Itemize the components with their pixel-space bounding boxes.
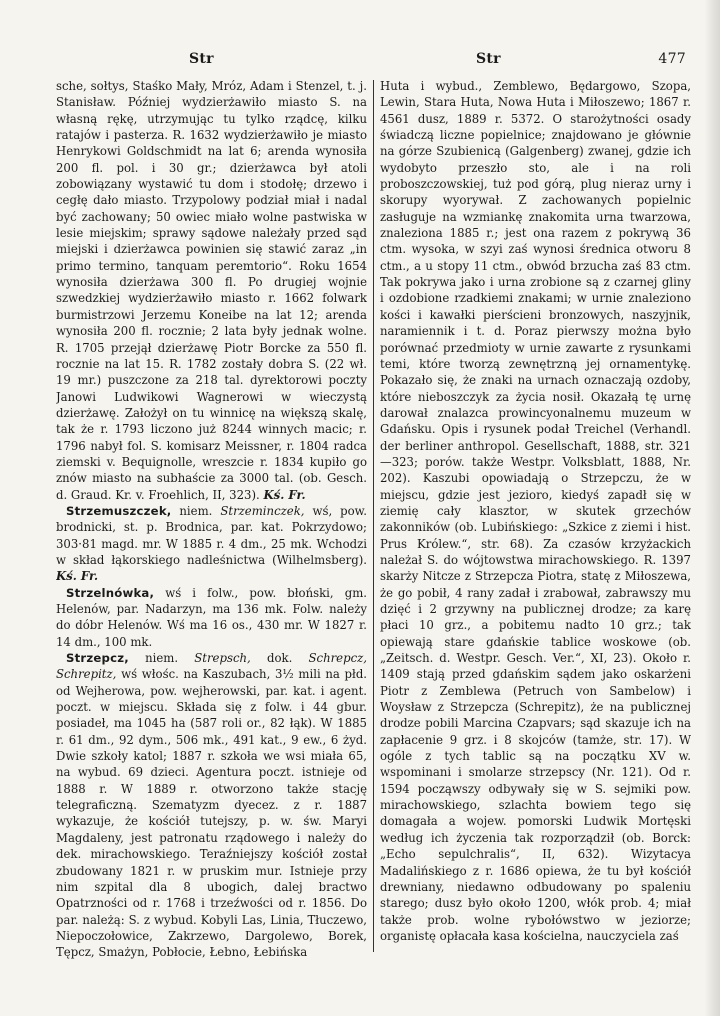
entry-headword: Strzepcz, (66, 651, 129, 666)
left-column (56, 78, 373, 961)
entry-strzemuszczek (56, 503, 367, 585)
continued-entry-paragraph (56, 78, 367, 503)
entry-text: sche, sołtys, Staśko Mały, Mróz, Adam i Stenzel, t. j. Stanisław. Później wydzierżawiło miasto S. na własną rękę, utrzymując tu tylko rządcę, kilku ratajów i pasterza. R. 1632 wydzierżawiło je miasto Henrykowi Goldschmidt na lat 6; arenda wynosiła 200 fl. pol. i 30 gr.; dzierżawca był atoli zobowiązany wystawić tu dom i stodołę; drzewo i cegłę dało miasto. Trzypolowy podział miał i nadal być zachowany; 50 owiec miało wolne pastwiska w lesie miejskim; sprawy sądowe należały przed sąd miejski i dzierżawca powinien się stawić zaraz „in primo termino, tanquam peremtorio“. Roku 1654 wynosiła dzierżawa 300 fl. Po drugiej wojnie szwedzkiej wydzierżawiło miasto r. 1662 folwark burmistrzowi Jerzemu Koneibe na lat 12; arenda wynosiła 200 fl. rocznie; 2 lata były jednak wolne. R. 1705 przejął dzierżawę Piotr Borcke za 550 fl. rocznie na lat 15. R. 1782 zostały dobra S. (22 wł. 19 mr.) puszczone za 218 tal. dyrektorowi poczty Janowi Ludwikowi Wagnerowi w wieczystą dzierżawę. Założył on tu winnicę na większą skalę, tak że r. 1793 liczono już 8244 winnych macic; r. 1796 nabył fol. S. komisarz Meissner, r. 1804 radca ziemski v. Bequignolle, wreszcie r. 1834 kupiło go znów miasto na subhaście za 3000 tal. (ob. Gesch. d. Graud. Kr. v. Froehlich, II, 323). (56, 79, 367, 502)
german-name: Strepsch, (194, 651, 251, 666)
entry-author: Kś. Fr. (56, 569, 99, 584)
two-column-body (56, 78, 692, 961)
entry-strzelnowka (56, 585, 367, 650)
left-running-head: Str (189, 51, 214, 67)
entry-headword: Strzemuszczek, (66, 503, 172, 518)
center-running-head: Str (476, 51, 501, 67)
entry-author: Kś. Fr. (263, 487, 306, 502)
entry-text: wś włośc. na Kaszubach, 3½ mili na płd. od Wejherowa, pow. wejherowski, par. kat. i agent. poczt. w miejscu. Składa się z folw. i 44 gbur. posiadeł, ma 1045 ha (587 roli or., 82 łąk). W 1885 r. 61 dm., 92 dym., 506 mk., 491 kat., 9 ew., 6 żyd. Dwie szkoły katol; 1887 r. szkoła we wsi miała 65, na wybud. 69 dzieci. Agentura poczt. istnieje od 1888 r. W 1889 r. otworzono także stację telegraficzną. Szematyzm dyecez. z r. 1887 wykazuje, że kościół tutejszy, p. w. św. Maryi Magdaleny, jest patronatu rządowego i należy do dek. mirachowskiego. Teraźniejszy kościół został zbudowany 1821 r. w pruskim mur. Istnieje przy nim szpital dla 8 ubogich, dalej bractwo Opatrzności od r. 1768 i trzeźwości od r. 1856. Do par. należą: S. z wybud. Kobyli Las, Linia, Tłuczewo, Niepoczołowice, Zakrzewo, Dargolewo, Borek, Tępcz, Smażyn, Pobłocie, Łebno, Łebińska (56, 667, 368, 960)
running-header (56, 48, 692, 70)
continued-entry-paragraph (380, 78, 691, 944)
page-number: 477 (658, 51, 686, 67)
german-name: Strzeminczek, (220, 503, 305, 518)
entry-text: wś i folw., pow. błoński, gm. Helenów, par. Nadarzyn, ma 136 mk. Folw. należy do dóbr Helenów. Wś ma 16 os., 430 mr. W 1827 r. 14 dm., 100 mk. (56, 585, 367, 649)
entry-text: Huta i wybud., Zemblewo, Będargowo, Szopa, Lewin, Stara Huta, Nowa Huta i Miłoszewo; 1867 r. 4561 dusz, 1889 r. 5372. O starożytności osady świadczą liczne popielnice; znajdowano je głównie na górze Szubienicą (Galgenberg) zwanej, gdzie ich wydobyto przeszło sto, ale i na roli proboszczowskiej, tuż pod górą, plug nieraz urny i skorupy wyorywał. Z zachowanych popielnic zasługuje na wzmiankę znakomita urna twarzowa, znaleziona 1885 r.; jest ona razem z pokrywą 36 ctm. wysoka, w szyi zaś wynosi średnica otworu 8 ctm., a u stopy 11 ctm., obwód brzucha zaś 83 ctm. Tak pokrywa jako i urna zrobione są z czarnej gliny i ozdobione rzadkiemi znakami; w urnie znaleziono kości i kawałki pierścieni bronzowych, naszyjnik, naramiennik i t. d. Poraz pierwszy można było porównać przedmioty w urnie zawarte z rysunkami temi, które tworzą zewnętrzną jej ornamentykę. Pokazało się, że znaki na urnach oznaczają ozdoby, które nieboszczyk za życia nosił. Okazałą tę urnę darował znalazca prowincyonalnemu muzeum w Gdańsku. Opis i rysunek podał Treichel (Verhandl. der berliner anthropol. Gesellschaft, 1888, str. 321—323; porów. także Westpr. Volksblatt, 1888, Nr. 202). Kaszubi opowiadają o Strzepczu, że w miejscu, gdzie jest jezioro, kiedyś zapadł się w ziemię cały klasztor, w skutek grzechów zakonników (ob. Lubińskiego: „Szkice z ziemi i hist. Prus Królew.“, str. 68). Za czasów krzyżackich należał S. do wójtowstwa mirachowskiego. R. 1397 skarży Nitcze z Strzepcza Piotra, statę z Miłoszewa, że go pobił, 4 rany zadał i zrabował, zabrawszy mu dzięć i 2 grzywny na publicznej drodze; za karę płaci 10 grz., a pobitemu nadto 10 grz.; tak opiewają stare gdańskie tablice woskowe (ob. „Zeitsch. d. Westpr. Gesch. Ver.“, XI, 23). Około r. 1409 stają przed gdańskim sądem jako oskarżeni Piotr z Zemblewa (Petruch von Sambelow) i Woysław z Strzepcza (Schrepitz), że na publicznej drodze pobili Marcina Czapvars; sąd skazuje ich na zapłacenie 9 grz. i 8 skojców (tamże, str. 17). W ogóle z tych tablic są na początku XV w. wspominani i smolarze strzepscy (Nr. 121). Od r. 1594 począwszy odbywały się w S. sejmiki pow. mirachowskiego, szlachta bowiem tego się domagała a wojew. pomorski Ludwik Mortęski według ich życzenia tak rozporządził (ob. Borck: „Echo sepulchralis“, II, 632). Wizytacya Madalińskiego z r. 1686 opiewa, że tu był kościół drewniany, niedawno odbudowany po spaleniu starego; dusz było około 1200, włók prob. 4; miał także prob. wolne rybołówstwo w jeziorze; organistę opłacała kasa kościelna, nauczyciela zaś (380, 79, 691, 943)
document-names: Schrepcz, Schrepitz, (56, 651, 367, 682)
entry-strzepcz (56, 650, 367, 961)
page-edge-shadow (704, 0, 720, 1016)
right-column (374, 78, 691, 961)
german-label: niem. (145, 651, 179, 666)
document-label: dok. (266, 651, 293, 666)
german-label: niem. (179, 503, 213, 518)
entry-headword: Strzelnówka, (66, 585, 155, 600)
entry-text: wś, pow. brodnicki, st. p. Brodnica, par. kat. Pokrzydowo; 303·81 magd. mr. W 1885 r. 4 dm., 25 mk. Wchodzi w skład łąkorskiego nadleśnictwa (Wilhelmsberg). (56, 503, 367, 567)
